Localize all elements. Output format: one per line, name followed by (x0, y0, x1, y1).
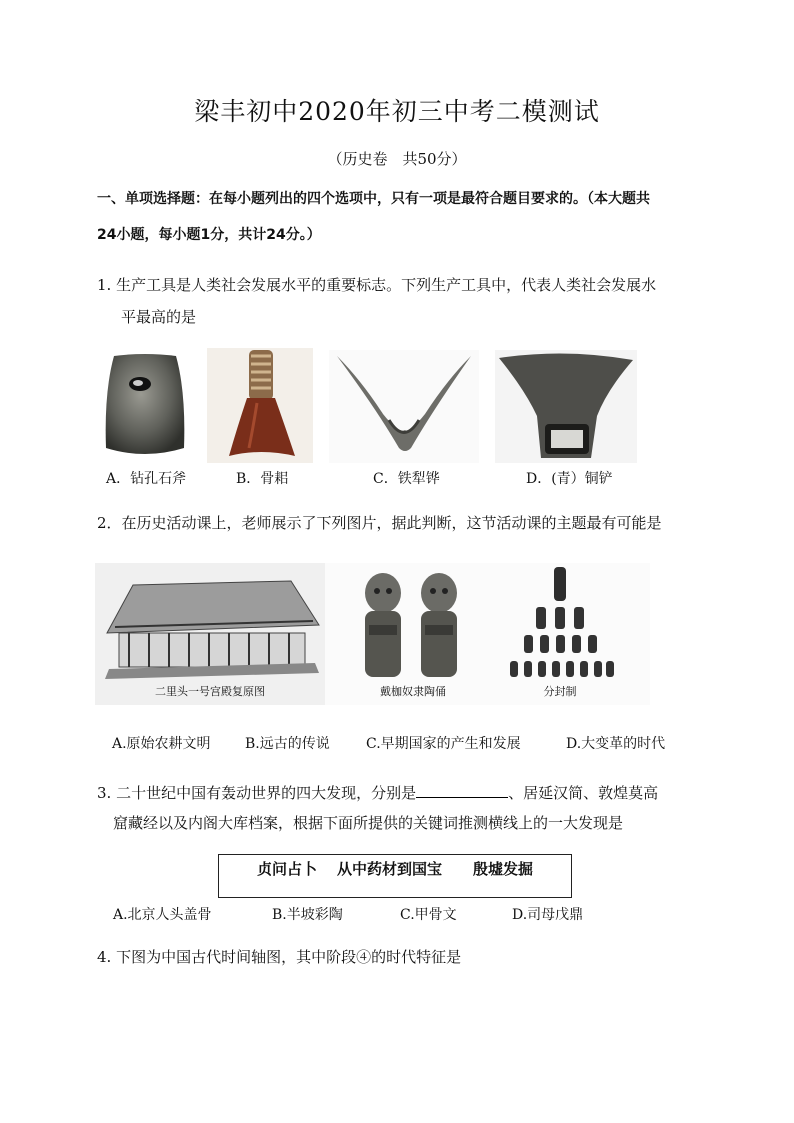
fenfeng-system-pyramid-image (500, 563, 620, 685)
question-3-line1-end: 、居延汉简、敦煌莫高 (508, 784, 659, 802)
question-3-line2: 窟藏经以及内阁大库档案，根据下面所提供的关键词推测横线上的一大发现是 (113, 814, 624, 832)
iron-plowshare-image (329, 350, 479, 463)
q1-option-a[interactable]: A．钻孔石斧 (106, 471, 187, 487)
question-3-line1-start: 3. 二十世纪中国有轰动世界的四大发现，分别是 (97, 784, 417, 802)
q1-option-b[interactable]: B．骨耜 (236, 471, 289, 487)
q1-option-d[interactable]: D．(青）铜铲 (526, 471, 613, 487)
answer-blank (416, 783, 508, 798)
question-1-line1: 1. 生产工具是人类社会发展水平的重要标志。下列生产工具中，代表人类社会发展水 (97, 276, 657, 294)
q3-option-c[interactable]: C.甲骨文 (400, 907, 457, 923)
keyword-1: 贞问占卜 (257, 860, 318, 878)
q3-option-a[interactable]: A.北京人头盖骨 (113, 907, 212, 923)
exam-title: 梁丰初中2020年初三中考二模测试 (194, 97, 600, 126)
bronze-spade-image (495, 350, 637, 463)
keyword-3: 殷墟发掘 (473, 860, 534, 878)
question-3-line1 (97, 780, 717, 806)
keyword-2: 从中药材到国宝 (337, 860, 443, 878)
keyword-box (218, 854, 572, 898)
exam-subtitle: （历史卷 共50分） (327, 150, 467, 168)
caption-fenfeng: 分封制 (543, 685, 577, 698)
question-4-text: 4. 下图为中国古代时间轴图，其中阶段④的时代特征是 (97, 948, 462, 966)
q2-option-c[interactable]: C.早期国家的产生和发展 (366, 736, 521, 752)
question-2-text: 2．在历史活动课上，老师展示了下列图片，据此判断，这节活动课的主题最有可能是 (97, 514, 662, 532)
section-heading (97, 181, 717, 253)
caption-figurines: 戴枷奴隶陶俑 (380, 685, 446, 698)
q3-option-d[interactable]: D.司母戊鼎 (512, 907, 584, 923)
q1-option-c[interactable]: C．铁犁铧 (373, 471, 440, 487)
section-heading-line2: 24小题，每小题1分，共计24分。） (97, 227, 321, 243)
q3-option-b[interactable]: B.半坡彩陶 (272, 907, 343, 923)
q2-option-b[interactable]: B.远古的传说 (245, 736, 330, 752)
drilled-stone-axe-image (100, 352, 190, 462)
shackled-slave-figurines-image (353, 569, 473, 681)
q2-option-d[interactable]: D.大变革的时代 (566, 736, 666, 752)
bone-si-image (207, 348, 313, 463)
section-heading-line1: 一、单项选择题：在每小题列出的四个选项中，只有一项是最符合题目要求的。（本大题共 (97, 191, 650, 207)
question-1-line2: 平最高的是 (121, 308, 197, 326)
q2-option-a[interactable]: A.原始农耕文明 (112, 736, 211, 752)
caption-palace: 二里头一号宫殿复原图 (155, 685, 265, 698)
q2-image-strip (95, 563, 650, 705)
